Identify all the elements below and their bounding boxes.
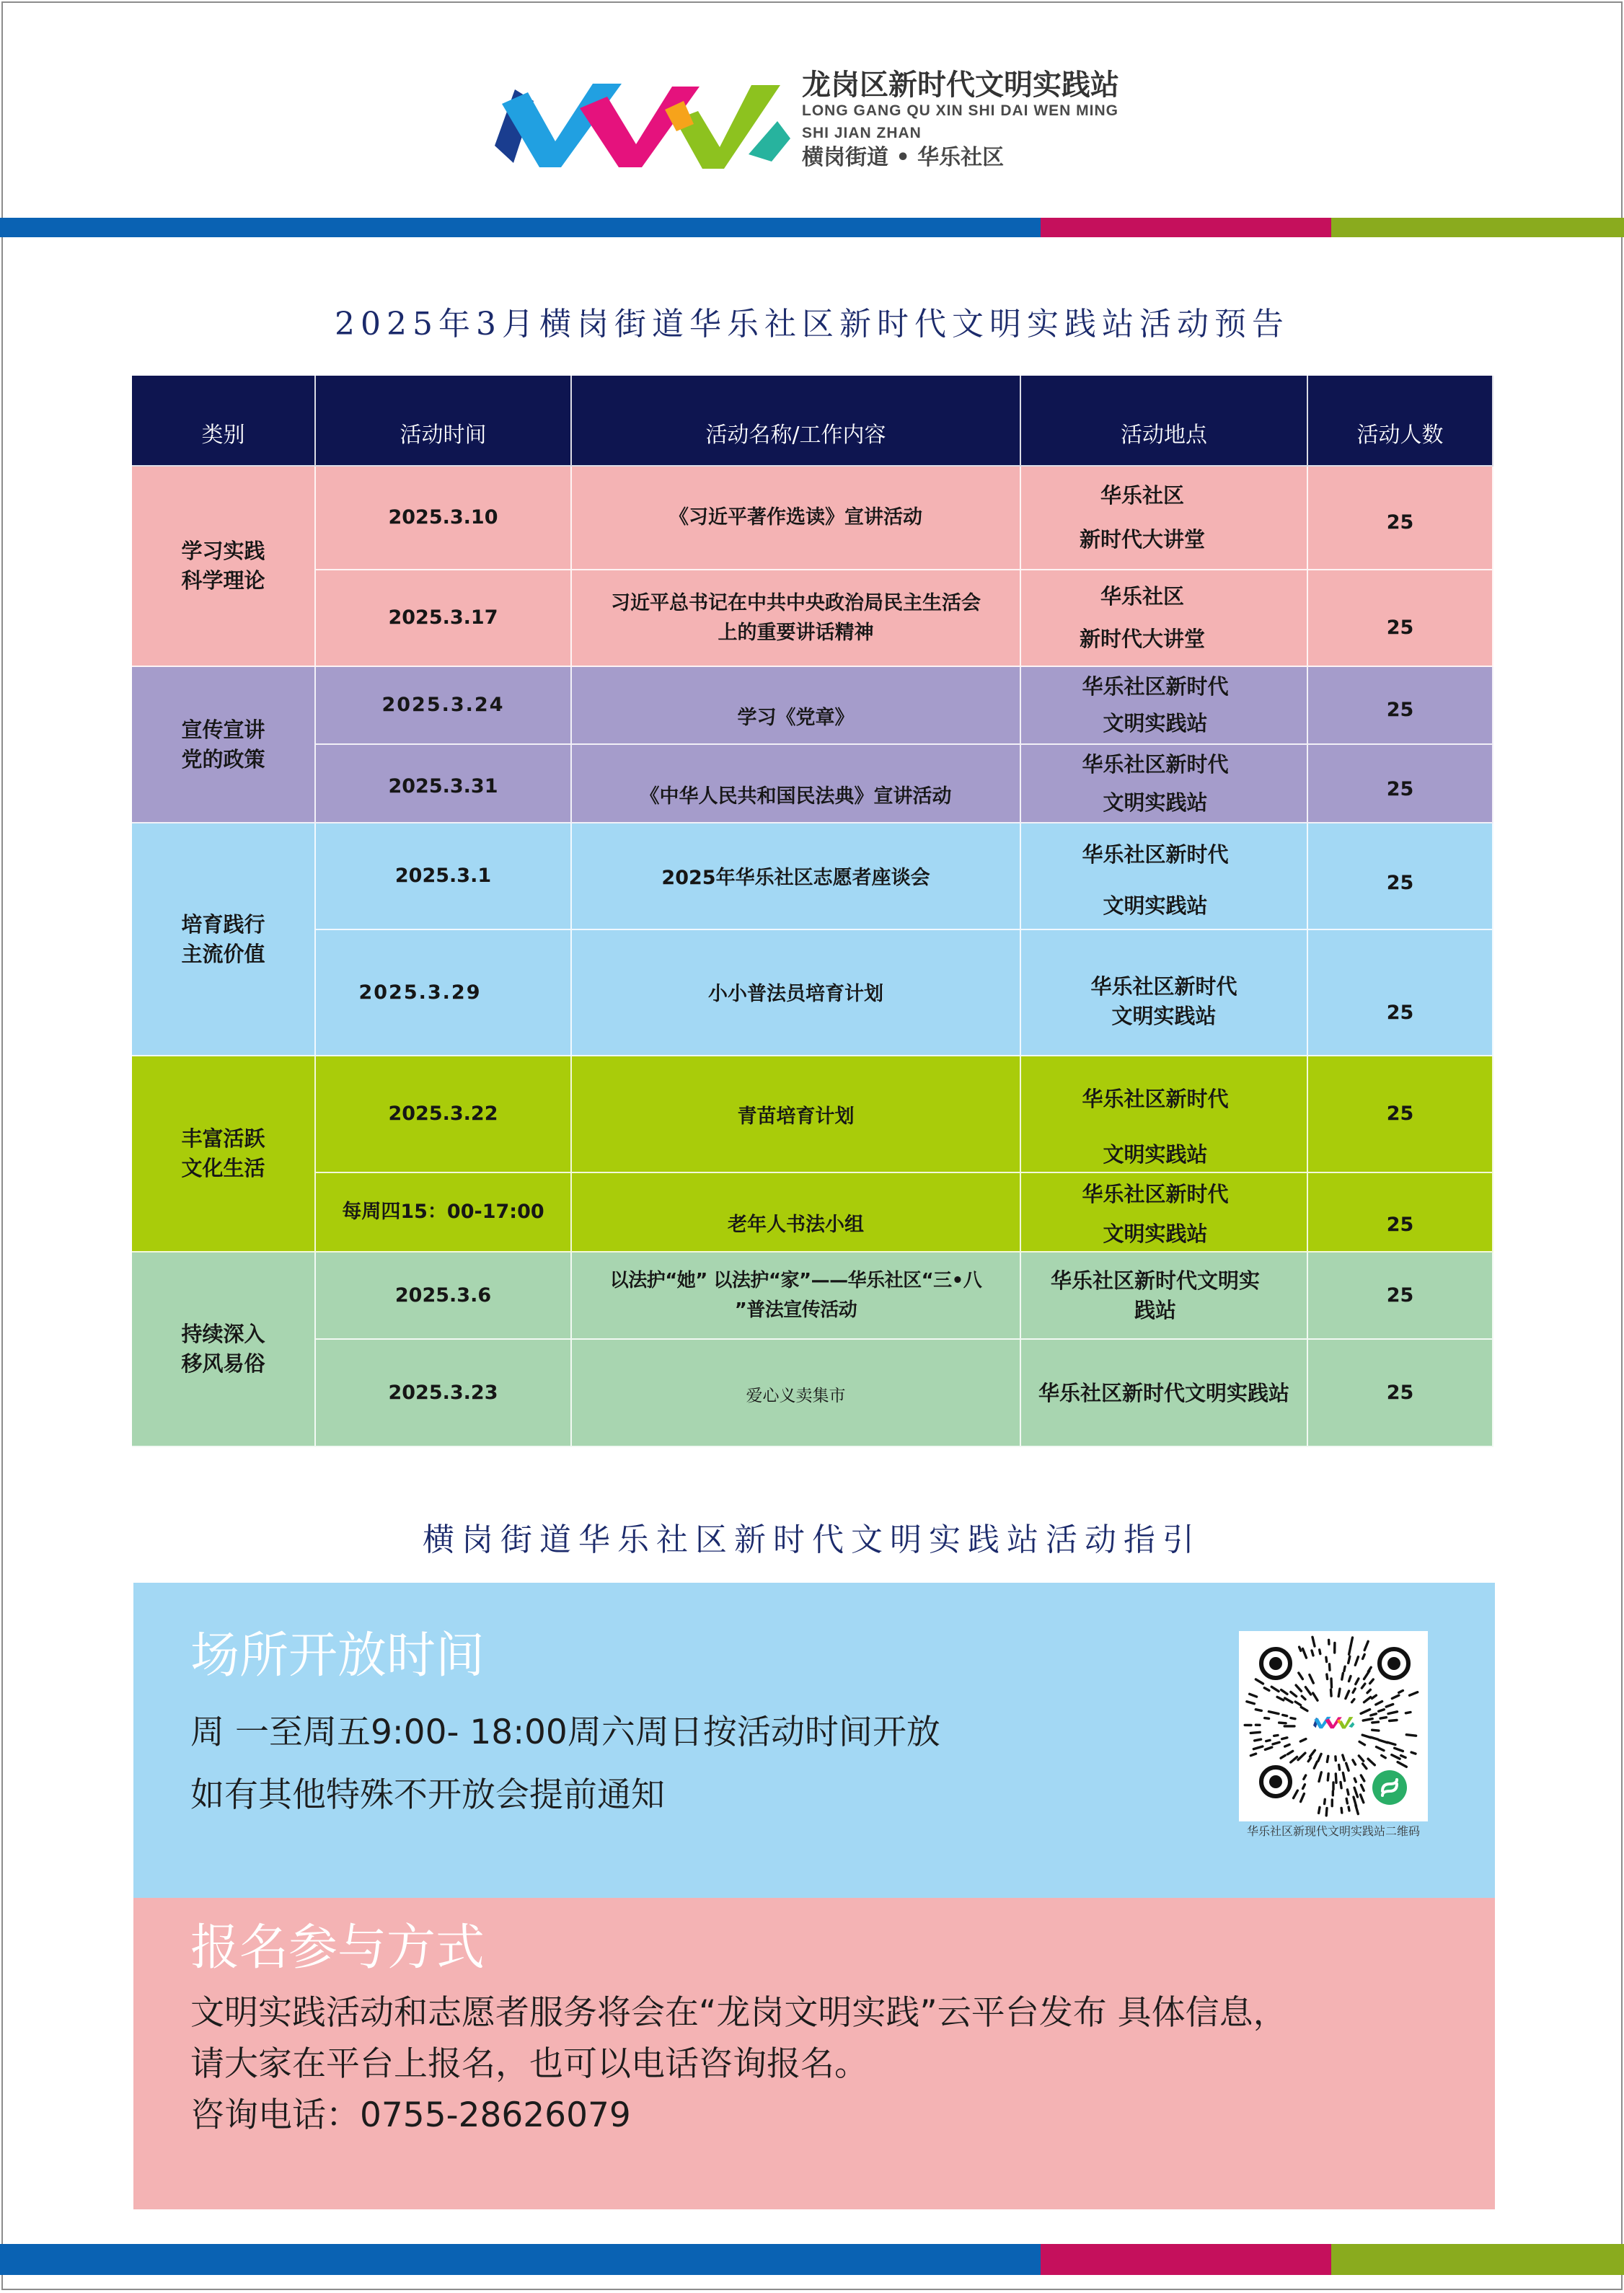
activity-time: 2025.3.22 — [388, 1103, 498, 1125]
count-cell — [1308, 570, 1493, 667]
qr-dash — [1312, 1651, 1313, 1656]
qr-dash — [1411, 1752, 1416, 1754]
activity-cell — [572, 667, 1021, 745]
time-cell — [316, 570, 572, 667]
qr-dash — [1349, 1656, 1350, 1663]
count-cell — [1308, 1340, 1493, 1447]
category-line: 主流价值 — [181, 941, 265, 966]
activity-cell — [572, 570, 1021, 667]
participant-count: 25 — [1386, 1214, 1414, 1236]
qr-dash — [1338, 1689, 1340, 1697]
header-time — [316, 376, 572, 467]
activity-time: 2025.3.6 — [394, 1284, 492, 1307]
header-count — [1308, 376, 1493, 467]
location-line: 华乐社区新时代 — [1082, 751, 1229, 777]
activity-name: 习近平总书记在中共中央政治局民主生活会 — [611, 592, 981, 614]
bar-green-segment — [1331, 2244, 1624, 2275]
activity-name: 小小普法员培育计划 — [708, 982, 883, 1005]
qr-dash — [1266, 1740, 1270, 1741]
time-cell — [316, 823, 572, 930]
activity-name: 以法护“她” 以法护“家”——华乐社区“三•八 — [609, 1269, 982, 1291]
qr-dash — [1327, 1756, 1328, 1762]
header-label: 类别 — [201, 423, 245, 448]
qr-dash — [1339, 1765, 1340, 1770]
location-line: 文明实践站 — [1103, 1221, 1208, 1246]
location-cell — [1021, 570, 1308, 667]
qr-dash — [1349, 1676, 1351, 1682]
location-line: 华乐社区新时代 — [1082, 842, 1229, 867]
location-cell — [1021, 1252, 1308, 1340]
location-line: 文明实践站 — [1103, 790, 1208, 815]
activity-name: 青苗培育计划 — [737, 1105, 855, 1128]
qr-dash — [1331, 1689, 1332, 1696]
activity-name: 学习《党章》 — [737, 707, 855, 729]
header-label: 活动名称/工作内容 — [705, 423, 886, 448]
participant-count: 25 — [1386, 699, 1414, 721]
opening-hours-line: 周 一至周五9:00- 18:00周六周日按活动时间开放 — [190, 1713, 940, 1752]
count-cell — [1308, 1173, 1493, 1252]
location-line: 华乐社区新时代 — [1090, 973, 1237, 999]
category-cell — [132, 1252, 316, 1447]
logo-title: 龙岗区新时代文明实践站 — [802, 69, 1119, 102]
participant-count: 25 — [1386, 617, 1414, 639]
qr-dash — [1326, 1657, 1327, 1661]
category-line: 文化生活 — [181, 1156, 265, 1180]
category-line: 培育践行 — [181, 911, 265, 937]
category-cell — [132, 467, 316, 667]
qr-dash — [1265, 1718, 1269, 1719]
activity-cell — [572, 1056, 1021, 1173]
activity-time: 2025.3.10 — [388, 506, 498, 529]
location-cell — [1021, 667, 1308, 745]
qr-dash — [1372, 1730, 1379, 1731]
qr-dash — [1363, 1654, 1365, 1658]
location-cell — [1021, 1056, 1308, 1173]
location-line: 华乐社区新时代文明实 — [1050, 1268, 1260, 1293]
location-cell — [1021, 1173, 1308, 1252]
signup-panel — [133, 1898, 1495, 2209]
participant-count: 25 — [1386, 1381, 1414, 1404]
count-cell — [1308, 745, 1493, 823]
category-cell — [132, 823, 316, 1056]
qr-dash — [1326, 1808, 1327, 1816]
location-cell — [1021, 467, 1308, 570]
category-cell — [132, 1056, 316, 1252]
category-cell — [132, 667, 316, 823]
activity-cell — [572, 1173, 1021, 1252]
count-cell — [1308, 823, 1493, 930]
activity-time: 2025.3.17 — [388, 606, 498, 629]
count-cell — [1308, 930, 1493, 1056]
bar-blue-segment — [0, 2244, 1041, 2275]
signup-heading: 报名参与方式 — [190, 1919, 485, 1976]
participant-count: 25 — [1386, 511, 1414, 534]
opening-hours-panel — [133, 1583, 1495, 1898]
qr-dash — [1341, 1808, 1342, 1813]
time-cell — [316, 1056, 572, 1173]
qr-dash — [1331, 1679, 1332, 1687]
qr-dash — [1354, 1778, 1356, 1782]
location-line: 文明实践站 — [1103, 893, 1208, 918]
location-line: 新时代大讲堂 — [1079, 627, 1205, 651]
activity-cell — [572, 1340, 1021, 1447]
count-cell — [1308, 667, 1493, 745]
activity-time: 2025.3.24 — [381, 694, 505, 716]
logo-pinyin-line1: LONG GANG QU XIN SHI DAI WEN MING — [802, 102, 1119, 119]
header-label: 活动人数 — [1356, 423, 1444, 448]
location-line: 践站 — [1134, 1297, 1176, 1322]
location-cell — [1021, 930, 1308, 1056]
qr-code-caption: 华乐社区新现代文明实践站二维码 — [1246, 1824, 1420, 1838]
category-line: 移风易俗 — [181, 1351, 265, 1376]
time-cell — [316, 667, 572, 745]
header-activity — [572, 376, 1021, 467]
bar-green-segment — [1331, 218, 1624, 237]
ribbon-logo-icon — [495, 79, 790, 172]
qr-dash — [1390, 1720, 1397, 1721]
activity-time: 2025.3.29 — [358, 981, 482, 1004]
header-label: 活动地点 — [1121, 423, 1207, 448]
activity-cell — [572, 930, 1021, 1056]
header-category — [132, 376, 316, 467]
location-line: 新时代大讲堂 — [1079, 527, 1205, 552]
bar-blue-segment — [0, 218, 1041, 237]
category-line: 学习实践 — [181, 539, 265, 563]
activity-cell — [572, 823, 1021, 930]
bottom-color-bar — [0, 2244, 1624, 2275]
bar-magenta-segment — [1041, 218, 1331, 237]
qr-dash — [1347, 1790, 1349, 1795]
participant-count: 25 — [1386, 1001, 1414, 1024]
qr-dash — [1291, 1718, 1295, 1719]
category-line: 丰富活跃 — [181, 1126, 265, 1151]
signup-line: 文明实践活动和志愿者服务将会在“龙岗文明实践”云平台发布 具体信息， — [190, 1993, 1287, 2033]
location-line: 文明实践站 — [1111, 1003, 1217, 1028]
location-line: 文明实践站 — [1103, 711, 1208, 735]
location-line: 华乐社区新时代 — [1082, 1182, 1229, 1206]
count-cell — [1308, 1056, 1493, 1173]
qr-dash — [1255, 1710, 1261, 1711]
qr-dash — [1406, 1735, 1416, 1736]
schedule-table — [132, 376, 1493, 1447]
qr-dash — [1343, 1755, 1344, 1760]
time-cell — [316, 1173, 572, 1252]
count-cell — [1308, 467, 1493, 570]
participant-count: 25 — [1386, 1284, 1414, 1307]
activity-name: 爱心义卖集市 — [746, 1386, 846, 1405]
qr-dash — [1343, 1773, 1344, 1781]
activity-name: ”普法宣传活动 — [734, 1299, 857, 1321]
contact-phone: 咨询电话：0755-28626079 — [190, 2095, 631, 2135]
participant-count: 25 — [1386, 777, 1414, 800]
logo-pinyin-line2: SHI JIAN ZHAN — [802, 125, 922, 141]
qr-dash — [1299, 1647, 1301, 1651]
qr-dash — [1319, 1807, 1320, 1813]
qr-dash — [1371, 1714, 1377, 1715]
header-label: 活动时间 — [400, 423, 487, 448]
logo-subtitle: 横岗街道 • 华乐社区 — [802, 145, 1005, 170]
activity-time: 2025.3.31 — [388, 774, 498, 798]
location-cell — [1021, 823, 1308, 930]
time-cell — [316, 930, 572, 1056]
location-line: 华乐社区 — [1100, 483, 1184, 508]
location-cell — [1021, 745, 1308, 823]
qr-dash — [1342, 1673, 1343, 1679]
activity-name: 2025年华乐社区志愿者座谈会 — [661, 867, 930, 889]
qr-dash — [1344, 1666, 1345, 1671]
time-cell — [316, 467, 572, 570]
qr-dash — [1250, 1732, 1260, 1733]
top-color-bar — [0, 218, 1624, 237]
activity-time: 2025.3.23 — [388, 1381, 498, 1404]
count-cell — [1308, 1252, 1493, 1340]
activity-cell — [572, 467, 1021, 570]
qr-dash — [1379, 1710, 1385, 1712]
category-line: 科学理论 — [181, 568, 265, 593]
location-line: 华乐社区 — [1100, 584, 1184, 609]
activity-time: 2025.3.1 — [394, 865, 492, 887]
participant-count: 25 — [1386, 1103, 1414, 1125]
signup-line: 请大家在平台上报名，也可以电话咨询报名。 — [190, 2044, 868, 2084]
activity-cell — [572, 1252, 1021, 1340]
time-cell — [316, 1340, 572, 1447]
header-location — [1021, 376, 1308, 467]
category-line: 党的政策 — [181, 746, 265, 772]
opening-hours-line: 如有其他特殊不开放会提前通知 — [190, 1775, 665, 1815]
activity-name: 《习近平著作选读》宣讲活动 — [669, 506, 922, 529]
location-line: 华乐社区新时代 — [1082, 1087, 1229, 1111]
qr-code-icon — [1239, 1631, 1428, 1821]
participant-count: 25 — [1386, 872, 1414, 894]
qr-dash — [1282, 1738, 1287, 1739]
location-line: 华乐社区新时代文明实践站 — [1038, 1380, 1289, 1405]
guide-title: 横岗街道华乐社区新时代文明实践站活动指引 — [423, 1521, 1201, 1558]
category-line: 宣传宣讲 — [181, 717, 265, 742]
category-line: 持续深入 — [181, 1322, 265, 1346]
qr-dash — [1372, 1722, 1379, 1723]
location-line: 华乐社区新时代 — [1082, 674, 1229, 699]
opening-hours-heading: 场所开放时间 — [190, 1627, 485, 1684]
qr-dash — [1346, 1798, 1347, 1803]
time-cell — [316, 745, 572, 823]
bar-magenta-segment — [1041, 2244, 1331, 2275]
location-line: 文明实践站 — [1103, 1142, 1208, 1167]
schedule-title: 2025年3月横岗街道华乐社区新时代文明实践站活动预告 — [335, 306, 1289, 343]
activity-name: 《中华人民共和国民法典》宣讲活动 — [640, 785, 952, 808]
qr-dash — [1327, 1674, 1328, 1679]
activity-time: 每周四15：00-17:00 — [342, 1201, 544, 1223]
activity-name: 上的重要讲话精神 — [718, 622, 874, 644]
activity-name: 老年人书法小组 — [728, 1214, 864, 1236]
time-cell — [316, 1252, 572, 1340]
qr-dash — [1255, 1739, 1261, 1741]
activity-cell — [572, 745, 1021, 823]
location-cell — [1021, 1340, 1308, 1447]
